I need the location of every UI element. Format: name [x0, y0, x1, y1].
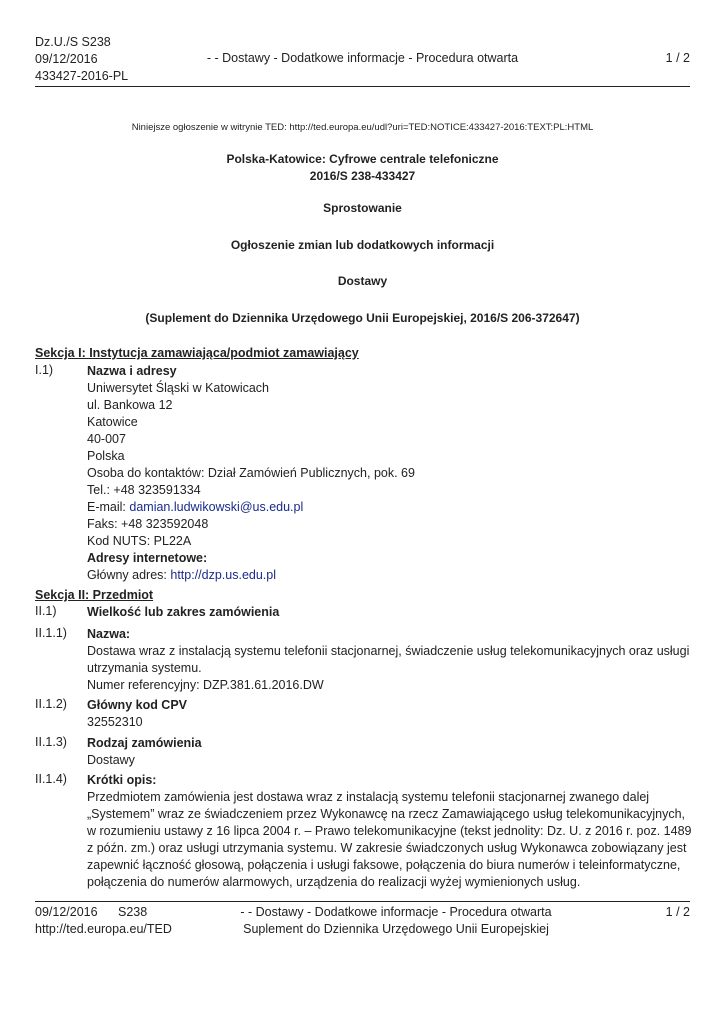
header-notice-id: 433427-2016-PL [35, 69, 129, 83]
header-divider [35, 86, 690, 87]
street-address: ul. Bankowa 12 [87, 398, 173, 412]
section-2-1-number: II.1) [35, 604, 57, 618]
section-2-1-1-number: II.1.1) [35, 626, 67, 640]
section-2-1-2-number: II.1.2) [35, 697, 67, 711]
contract-type-label: Rodzaj zamówienia [87, 736, 202, 750]
title-line-1: Dostawa wraz z instalacją systemu telefonii stacjonarnej, świadczenie usług telekomunikacyjnych oraz usługi [87, 644, 690, 658]
ted-link-line[interactable]: Niniejsze ogłoszenie w witrynie TED: http://ted.europa.eu/udl?uri=TED:NOTICE:433427-2016:TEXT:PL:HTML [131, 122, 594, 133]
footer-page-number: 1 / 2 [665, 905, 690, 919]
fax: Faks: +48 323592048 [87, 517, 209, 531]
notice-type-heading: Ogłoszenie zmian lub dodatkowych informacji [230, 238, 495, 252]
section-2-1-4-number: II.1.4) [35, 772, 67, 786]
footer-date: 09/12/2016 [35, 905, 98, 919]
section-1-1-number: I.1) [35, 363, 54, 377]
correction-heading: Sprostowanie [323, 201, 402, 215]
reference-number: Numer referencyjny: DZP.381.61.2016.DW [87, 678, 324, 692]
section-1-1-content [87, 363, 690, 584]
nuts-code: Kod NUTS: PL22A [87, 534, 192, 548]
notice-title-line2: 2016/S 238-433427 [309, 169, 416, 183]
main-address-label: Główny adres: [87, 568, 171, 582]
footer-title: - - Dostawy - Dodatkowe informacje - Procedura otwarta [240, 905, 552, 919]
section-2-1-1-content [87, 626, 690, 694]
city: Katowice [87, 415, 138, 429]
footer-supplement: Suplement do Dziennika Urzędowego Unii Europejskiej [243, 922, 549, 936]
section-2-title: Sekcja II: Przedmiot [35, 588, 154, 602]
description-line-2: „Systemem” wraz ze świadczeniem przez Wykonawcę na rzecz Zamawiającego usług telekomunikacyjnych, [87, 807, 686, 821]
section-2-1-4-content [87, 772, 690, 891]
header-date: 09/12/2016 [35, 52, 98, 66]
title-line-2: utrzymania systemu. [87, 661, 202, 675]
cpv-label: Główny kod CPV [87, 698, 188, 712]
section-2-1-content [87, 604, 690, 621]
email-label: E-mail: [87, 500, 130, 514]
contract-type-heading: Dostawy [337, 274, 388, 288]
email-row [87, 499, 690, 516]
email-link[interactable]: damian.ludwikowski@us.edu.pl [129, 500, 304, 514]
header-page-number: 1 / 2 [665, 51, 690, 65]
notice-title [0, 151, 725, 185]
organisation-name: Uniwersytet Śląski w Katowicach [87, 381, 270, 395]
header-title: - - Dostawy - Dodatkowe informacje - Procedura otwarta [206, 51, 519, 65]
main-address-row [87, 567, 690, 584]
header-code: Dz.U./S S238 [35, 35, 111, 49]
description-line-5: zapewnić łączność głosową, połączenia i usługi faksowe, połączenia do biura numerów i teleinformatyczne, [87, 858, 681, 872]
short-description-label: Krótki opis: [87, 773, 157, 787]
scope-label: Wielkość lub zakres zamówienia [87, 605, 280, 619]
postcode: 40-007 [87, 432, 126, 446]
description-line-6: połączenia do numerów alarmowych, urządzenia do realizacji wyżej wymienionych usług. [87, 875, 581, 889]
footer-divider [35, 901, 690, 902]
section-2-1-3-number: II.1.3) [35, 735, 67, 749]
supplement-heading: (Suplement do Dziennika Urzędowego Unii Europejskiej, 2016/S 206-372647) [145, 311, 580, 325]
section-2-1-2-content [87, 697, 690, 731]
name-and-addresses-label: Nazwa i adresy [87, 364, 177, 378]
footer-code: S238 [118, 905, 148, 919]
section-1-title: Sekcja I: Instytucja zamawiająca/podmiot zamawiający [35, 346, 359, 360]
section-2-1-3-content [87, 735, 690, 769]
internet-addresses-label: Adresy internetowe: [87, 551, 208, 565]
telephone: Tel.: +48 323591334 [87, 483, 201, 497]
main-address-link[interactable]: http://dzp.us.edu.pl [170, 568, 277, 582]
contact-person: Osoba do kontaktów: Dział Zamówień Publicznych, pok. 69 [87, 466, 415, 480]
description-line-3: w rozumieniu ustawy z 16 lipca 2004 r. – Prawo telekomunikacyjne (tekst jednolity: Dz. U. z 2016 r. poz. 1489 [87, 824, 692, 838]
country: Polska [87, 449, 125, 463]
title-label: Nazwa: [87, 627, 131, 641]
notice-title-line1: Polska-Katowice: Cyfrowe centrale telefoniczne [226, 152, 499, 166]
description-line-1: Przedmiotem zamówienia jest dostawa wraz z instalacją systemu telefonii stacjonarnej zwanego dalej [87, 790, 650, 804]
description-line-4: z późn. zm.) oraz usługi utrzymania systemu. W zakresie świadczonych usług Wykonawca zobowiązany jest [87, 841, 687, 855]
contract-type-value: Dostawy [87, 753, 135, 767]
footer-url[interactable]: http://ted.europa.eu/TED [35, 922, 172, 936]
cpv-value: 32552310 [87, 715, 143, 729]
